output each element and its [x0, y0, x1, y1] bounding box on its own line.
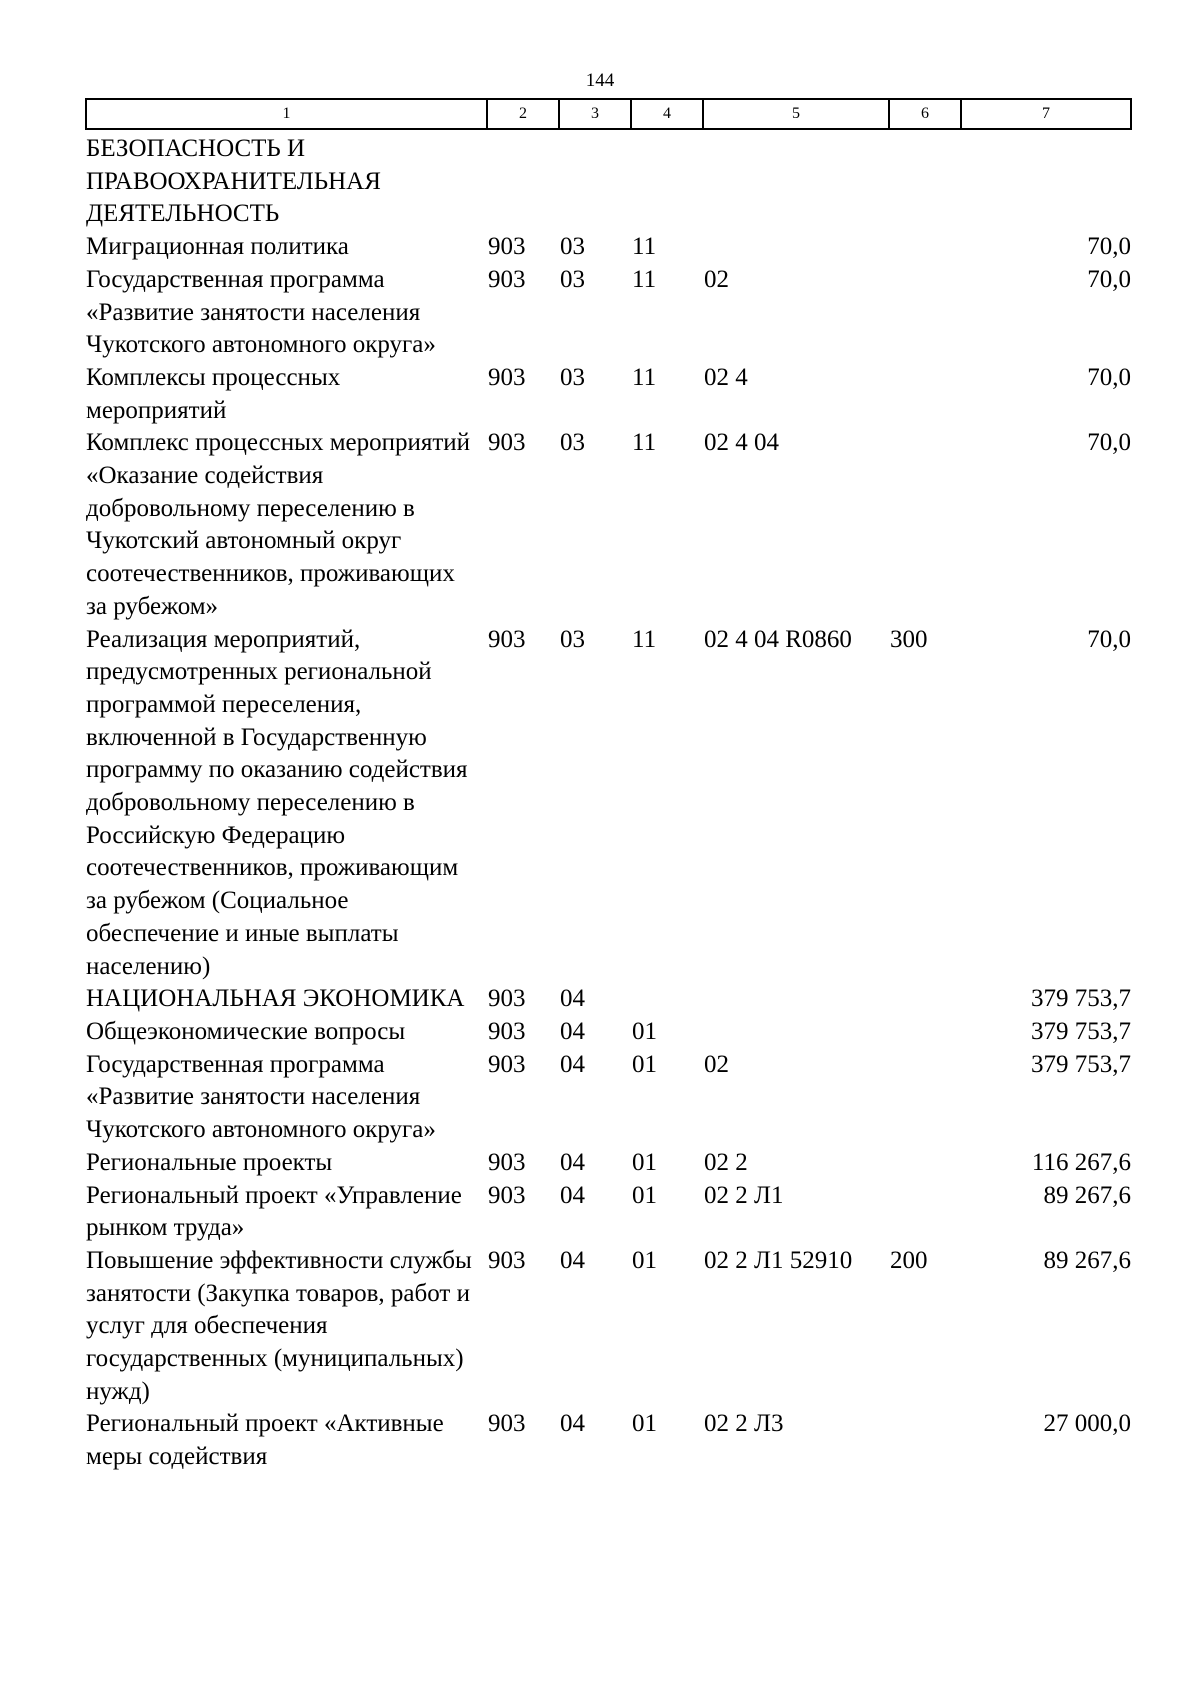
- row-subsection-code: 01: [632, 1148, 657, 1176]
- row-amount: 379 753,7: [1031, 1050, 1131, 1078]
- row-target-code: 02: [704, 1050, 729, 1078]
- row-expense-type: [889, 1180, 961, 1245]
- row-amount: 70,0: [1087, 363, 1131, 391]
- row-section-code: 04: [560, 1017, 585, 1045]
- row-name: Общеэкономические вопросы: [86, 1017, 406, 1045]
- row-subsection-code: 11: [632, 233, 657, 261]
- row-subsection-code: [631, 983, 703, 1016]
- row-expense-type: [889, 983, 961, 1016]
- table-row: [86, 1245, 1131, 1409]
- row-expense-type: [889, 427, 961, 623]
- row-amount: 116 267,6: [1031, 1148, 1131, 1176]
- row-subsection-code: 01: [632, 1181, 657, 1209]
- row-ministry-code: 903: [488, 985, 526, 1013]
- row-expense-type: [889, 264, 961, 362]
- row-ministry-code: 903: [488, 363, 526, 391]
- row-ministry-code: 903: [488, 429, 526, 457]
- table-row: [86, 1180, 1131, 1245]
- column-number-header: 5: [703, 99, 889, 129]
- row-target-code: [703, 1016, 889, 1049]
- row-amount: 70,0: [1087, 429, 1131, 457]
- row-section-code: 04: [560, 1246, 585, 1274]
- row-name: Региональный проект «Активные меры содействия: [86, 1410, 444, 1471]
- row-amount: 89 267,6: [1043, 1246, 1131, 1274]
- table-row: [86, 1049, 1131, 1147]
- row-amount: 89 267,6: [1043, 1181, 1131, 1209]
- budget-table: [85, 98, 1132, 1474]
- row-target-code: 02 4 04: [704, 429, 779, 457]
- row-ministry-code: 903: [488, 1148, 526, 1176]
- row-subsection-code: 01: [632, 1050, 657, 1078]
- column-number-header: 4: [631, 99, 703, 129]
- row-expense-type: [889, 231, 961, 264]
- row-name: Реализация мероприятий, предусмотренных региональной программой переселения, включенной в Государственную программу по оказанию содействия добровольному переселению в Российскую Федерацию соотечественников, проживающим за рубежом (Социальное обеспечение и иные выплаты населению): [86, 625, 468, 980]
- row-section-code: 03: [560, 265, 585, 293]
- row-name: НАЦИОНАЛЬНАЯ ЭКОНОМИКА: [86, 985, 465, 1013]
- row-subsection-code: 01: [632, 1246, 657, 1274]
- row-name: Государственная программа «Развитие занятости населения Чукотского автономного округа»: [86, 1050, 436, 1144]
- row-ministry-code: 903: [488, 625, 526, 653]
- table-row: [86, 1016, 1131, 1049]
- row-section-code: 04: [560, 1181, 585, 1209]
- row-target-code: [703, 129, 889, 231]
- row-target-code: 02 2 Л3: [704, 1410, 784, 1438]
- row-name: БЕЗОПАСНОСТЬ И ПРАВООХРАНИТЕЛЬНАЯ ДЕЯТЕЛЬНОСТЬ: [86, 135, 381, 228]
- row-name: Региональный проект «Управление рынком труда»: [86, 1181, 462, 1242]
- table-row: [86, 264, 1131, 362]
- row-section-code: 04: [560, 1050, 585, 1078]
- row-amount: 70,0: [1087, 625, 1131, 653]
- row-subsection-code: 11: [632, 429, 657, 457]
- row-ministry-code: 903: [488, 233, 526, 261]
- row-target-code: 02 4 04 R0860: [704, 625, 852, 653]
- row-target-code: 02 4: [704, 363, 748, 391]
- row-target-code: 02 2 Л1: [704, 1181, 784, 1209]
- row-expense-type: [889, 1408, 961, 1473]
- column-number-header: 2: [487, 99, 559, 129]
- row-expense-type: 300: [890, 625, 928, 653]
- row-target-code: 02: [704, 265, 729, 293]
- row-section-code: 04: [560, 985, 585, 1013]
- row-subsection-code: 11: [632, 625, 657, 653]
- row-ministry-code: [487, 129, 559, 231]
- row-amount: 70,0: [1087, 265, 1131, 293]
- table-row: [86, 231, 1131, 264]
- page-number: 144: [585, 70, 615, 91]
- table-row: [86, 129, 1131, 231]
- row-name: Региональные проекты: [86, 1148, 333, 1176]
- row-ministry-code: 903: [488, 1181, 526, 1209]
- table-row: [86, 1147, 1131, 1180]
- row-subsection-code: 11: [632, 363, 657, 391]
- row-section-code: 03: [560, 429, 585, 457]
- column-number-header: 3: [559, 99, 631, 129]
- row-ministry-code: 903: [488, 1017, 526, 1045]
- row-expense-type: 200: [890, 1246, 928, 1274]
- row-target-code: [703, 983, 889, 1016]
- row-target-code: [703, 231, 889, 264]
- row-amount: 379 753,7: [1031, 1017, 1131, 1045]
- row-target-code: 02 2 Л1 52910: [704, 1246, 853, 1274]
- row-name: Повышение эффективности службы занятости (Закупка товаров, работ и услуг для обеспечения государственных (муниципальных) нужд): [86, 1246, 472, 1405]
- row-expense-type: [889, 129, 961, 231]
- table-row: [86, 983, 1131, 1016]
- column-number-header: 1: [86, 99, 487, 129]
- row-amount: [961, 129, 1131, 231]
- row-ministry-code: 903: [488, 265, 526, 293]
- table-row: [86, 427, 1131, 623]
- table-row: [86, 362, 1131, 427]
- row-section-code: 03: [560, 363, 585, 391]
- table-row: [86, 1408, 1131, 1473]
- row-subsection-code: 01: [632, 1017, 657, 1045]
- row-subsection-code: [631, 129, 703, 231]
- column-number-header: 6: [889, 99, 961, 129]
- row-expense-type: [889, 362, 961, 427]
- row-ministry-code: 903: [488, 1246, 526, 1274]
- row-ministry-code: 903: [488, 1410, 526, 1438]
- row-name: Государственная программа «Развитие занятости населения Чукотского автономного округа»: [86, 265, 436, 359]
- row-expense-type: [889, 1016, 961, 1049]
- row-subsection-code: 11: [632, 265, 657, 293]
- column-number-header: 7: [961, 99, 1131, 129]
- row-section-code: 03: [560, 233, 585, 261]
- table-row: [86, 624, 1131, 984]
- row-amount: 379 753,7: [1031, 985, 1131, 1013]
- row-section-code: 03: [560, 625, 585, 653]
- row-section-code: 04: [560, 1148, 585, 1176]
- row-name: Миграционная политика: [86, 233, 349, 261]
- row-section-code: 04: [560, 1410, 585, 1438]
- row-amount: 27 000,0: [1043, 1410, 1131, 1438]
- row-target-code: 02 2: [704, 1148, 748, 1176]
- row-name: Комплекс процессных мероприятий «Оказание содействия добровольному переселению в Чукотский автономный округ соотечественников, проживающих за рубежом»: [86, 429, 471, 620]
- row-expense-type: [889, 1049, 961, 1147]
- row-ministry-code: 903: [488, 1050, 526, 1078]
- row-name: Комплексы процессных мероприятий: [86, 363, 341, 424]
- row-section-code: [559, 129, 631, 231]
- column-number-header-row: [86, 99, 1131, 129]
- row-expense-type: [889, 1147, 961, 1180]
- row-subsection-code: 01: [632, 1410, 657, 1438]
- row-amount: 70,0: [1087, 233, 1131, 261]
